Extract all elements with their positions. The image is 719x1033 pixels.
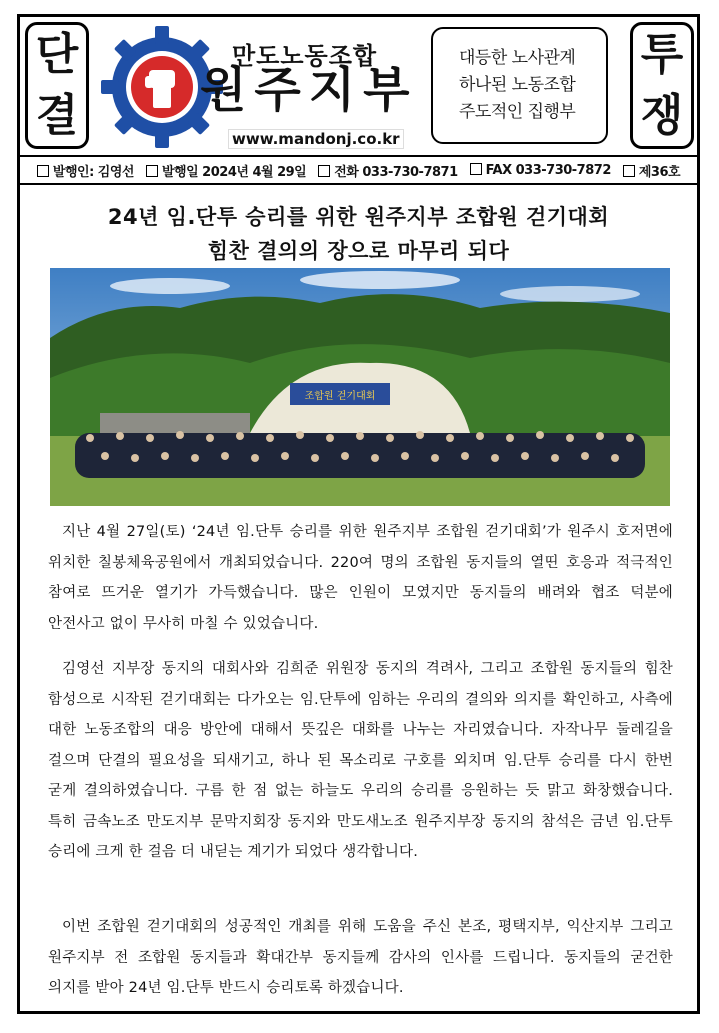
checkbox-icon (37, 165, 49, 177)
motto-line: 하나된 노동조합 (459, 75, 576, 95)
banner-text: 조합원 걷기대회 (304, 391, 376, 402)
info-item: FAX 033-730-7872 (470, 163, 611, 178)
solidarity-char-1: 단 (35, 29, 79, 81)
solidarity-box (25, 22, 89, 149)
info-item: 전화 033-730-7871 (318, 161, 457, 180)
article-paragraph: 김영선 지부장 동지의 대회사와 김희준 위원장 동지의 격려사, 그리고 조합원 동지들의 힘찬 함성으로 시작된 걷기대회는 다가오는 임.단투에 임하는 우리의 결의와 의지를 확인하고, 사측에 대한 노동조합의 대응 방안에 대해서 뜻깊은 대화를 나누는 자리였습니다. 자작나무 둘레길을 걸으며 단결의 필요성을 되새기고, 하나 된 목소리로 구호를 외치며 임.단투 승리를 다시 한번 굳게 결의하였습니다. 구름 한 점 없는 하늘도 우리의 승리를 응원하는 듯 맑고 화창했습니다. 특히 금속노조 만도지부 문막지회장 동지와 만도새노조 원주지부장 동지의 참석은 금년 임.단투 승리에 크게 한 걸음 더 내딛는 계기가 되었다 생각합니다. (48, 661, 673, 860)
checkbox-icon (470, 163, 482, 175)
motto-line: 대등한 노사관계 (459, 48, 576, 68)
struggle-box (630, 22, 694, 149)
org-title: 원주지부 (200, 62, 418, 118)
article-paragraph: 지난 4월 27일(토) ‘24년 임.단투 승리를 위한 원주지부 조합원 걷기대회’가 원주시 호저면에 위치한 칠봉체육공원에서 개최되었습니다. 220여 명의 조합원 동지들의 열띤 호응과 적극적인 참여로 뜨거운 열기가 가득했습니다. 많은 인원이 모였지만 동지들의 배려와 협조 덕분에 안전사고 없이 무사히 마칠 수 있었습니다. (48, 524, 673, 632)
info-item: 발행인: 김영선 (37, 161, 134, 180)
struggle-char-2: 쟁 (640, 89, 684, 141)
publication-info-bar (20, 155, 697, 185)
struggle-char-1: 투 (640, 29, 684, 81)
checkbox-icon (318, 165, 330, 177)
org-subtitle: 만도노동조합 (232, 42, 378, 70)
article-paragraph: 이번 조합원 걷기대회의 성공적인 개최를 위해 도움을 주신 본조, 평택지부, 익산지부 그리고 원주지부 전 조합원 동지들과 확대간부 동지들께 감사의 인사를 드립니다. 동지들의 굳건한 의지를 받아 24년 임.단투 반드시 승리토록 하겠습니다. (48, 919, 673, 996)
checkbox-icon (146, 165, 158, 177)
solidarity-char-2: 결 (35, 89, 79, 141)
website-link[interactable]: www.mandonj.co.kr (228, 129, 404, 149)
group-photo (50, 268, 670, 506)
motto-line: 주도적인 집행부 (459, 102, 576, 122)
article-title-line-2: 힘찬 결의의 장으로 마무리 되다 (207, 239, 510, 263)
article-title-line-1: 24년 임.단투 승리를 위한 원주지부 조합원 걷기대회 (107, 205, 610, 229)
info-item: 발행일 2024년 4월 29일 (146, 161, 306, 180)
checkbox-icon (623, 165, 635, 177)
info-item: 제36호 (623, 161, 680, 180)
motto-box (431, 27, 608, 144)
